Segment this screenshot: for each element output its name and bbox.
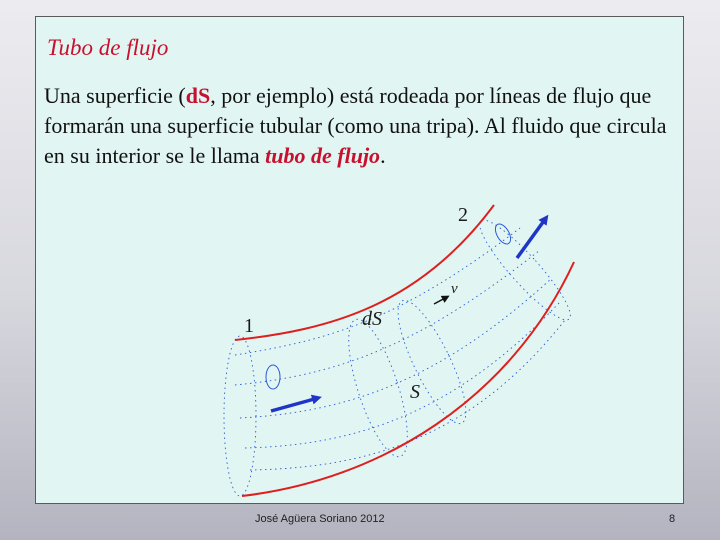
label-section-1: 1: [244, 315, 254, 337]
flow-line: [235, 228, 520, 355]
flow-line: [245, 302, 560, 448]
label-section-2: 2: [458, 204, 468, 226]
cross-sections: [224, 212, 580, 496]
velocity-arrow-section-2: [517, 218, 546, 258]
flow-lines: [235, 228, 565, 470]
cross-section-S: [386, 293, 478, 431]
paragraph-text-start: Una superficie (: [44, 83, 186, 108]
flow-line: [235, 250, 540, 385]
flow-line: [240, 278, 552, 418]
flow-line: [250, 320, 565, 470]
label-dS: dS: [362, 308, 382, 330]
velocity-vector-v: [434, 297, 447, 304]
page-number: 8: [669, 513, 676, 525]
cross-section-dS: [337, 313, 420, 462]
small-surface-1: [266, 365, 280, 389]
paragraph-text-middle: , por ejemplo) está rodeada por líneas de flujo que formarán una superficie tubular (como una tripa). Al fluido que circula en su interior se le llama: [44, 83, 667, 168]
velocity-arrow-section-1: [271, 398, 318, 411]
term-dS: dS: [185, 83, 211, 108]
cross-section-1: [224, 336, 256, 496]
label-v: v: [451, 281, 458, 297]
cross-section-2: [470, 212, 579, 329]
paragraph-text-end: .: [380, 143, 386, 168]
label-S: S: [410, 381, 420, 403]
small-surface-2: [492, 221, 513, 246]
tube-wall-bottom: [242, 262, 574, 496]
term-tubo-de-flujo: tubo de flujo: [265, 143, 381, 168]
footer-author: José Agüera Soriano 2012: [255, 513, 385, 525]
slide-title: Tubo de flujo: [47, 35, 169, 60]
